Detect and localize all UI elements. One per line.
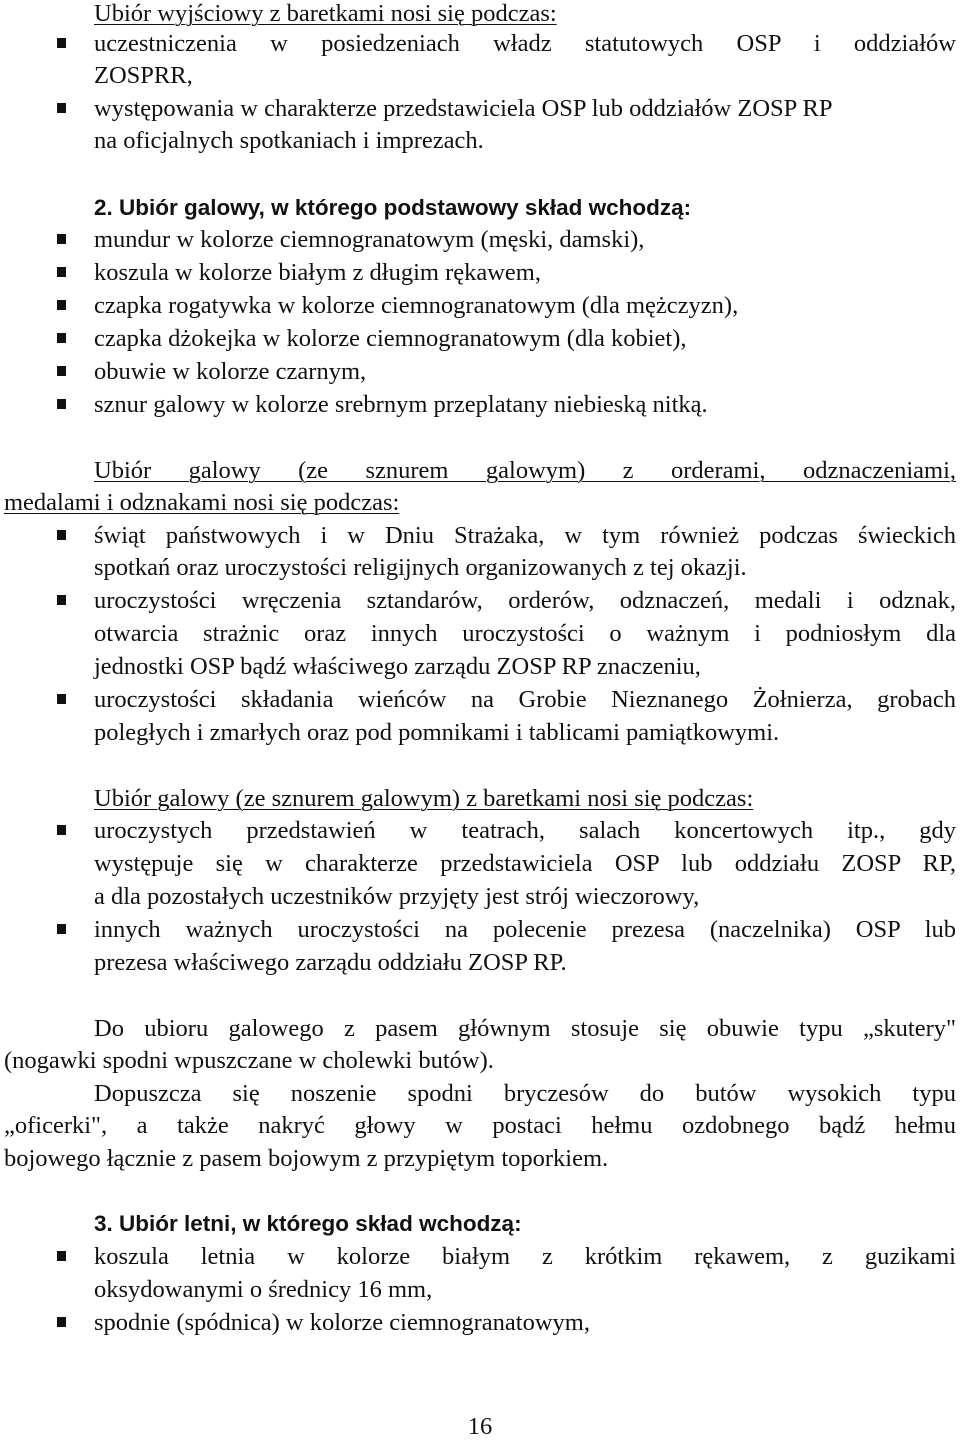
list-item-text: poległych i zmarłych oraz pod pomnikami i tablicami pamiątkowymi. [94, 719, 780, 746]
list-item-text: występowania w charakterze przedstawiciela OSP lub oddziałów ZOSP RP [94, 95, 833, 122]
paragraph-text: Do ubioru galowego z pasem głównym stosuje się obuwie typu „skutery" [94, 1015, 956, 1042]
section-heading-letni: 3. Ubiór letni, w którego skład wchodzą: [94, 1211, 522, 1236]
list-item-text: uroczystości wręczenia sztandarów, orderów, odznaczeń, medali i odznak, [94, 587, 956, 614]
bullet-icon [57, 924, 66, 934]
list-item-text: mundur w kolorze ciemnogranatowym (męski, damski), [94, 226, 645, 253]
section-heading-galowy-ordery: Ubiór galowy (ze sznurem galowym) z orderami, odznaczeniami, [94, 457, 956, 484]
bullet-icon [57, 333, 66, 343]
list-item-text: spodnie (spódnica) w kolorze ciemnogranatowym, [94, 1309, 590, 1336]
bullet-icon [57, 103, 66, 113]
list-item-text: koszula letnia w kolorze białym z krótkim rękawem, z guzikami [94, 1243, 956, 1270]
paragraph-text: bojowego łącznie z pasem bojowym z przypiętym toporkiem. [4, 1145, 609, 1172]
section-heading-galowy-ordery-cont: medalami i odznakami nosi się podczas: [4, 489, 400, 516]
list-item-text: innych ważnych uroczystości na polecenie prezesa (naczelnika) OSP lub [94, 916, 956, 943]
bullet-icon [57, 366, 66, 376]
bullet-icon [57, 825, 66, 835]
section-heading-galowy: 2. Ubiór galowy, w którego podstawowy skład wchodzą: [94, 195, 692, 220]
page-number: 16 [467, 1413, 493, 1440]
bullet-icon [57, 399, 66, 409]
paragraph-text: „oficerki", a także nakryć głowy w postaci hełmu ozdobnego bądź hełmu [4, 1112, 956, 1139]
list-item-text: uroczystości składania wieńców na Grobie Nieznanego Żołnierza, grobach [94, 686, 956, 713]
list-item-text: oksydowanymi o średnicy 16 mm, [94, 1276, 433, 1303]
paragraph-text: (nogawki spodni wpuszczane w cholewki butów). [4, 1047, 494, 1074]
list-item-text: występuje się w charakterze przedstawiciela OSP lub oddziału ZOSP RP, [94, 850, 956, 877]
list-item-text: otwarcia strażnic oraz innych uroczystości o ważnym i podniosłym dla [94, 620, 956, 647]
bullet-icon [57, 1317, 66, 1327]
list-item-text: czapka rogatywka w kolorze ciemnogranatowym (dla mężczyzn), [94, 292, 739, 319]
section-heading-wyjsciowy: Ubiór wyjściowy z baretkami nosi się podczas: [94, 0, 557, 27]
list-item-text: czapka dżokejka w kolorze ciemnogranatowym (dla kobiet), [94, 325, 687, 352]
bullet-icon [57, 694, 66, 704]
list-item-text: ZOSPRR, [94, 62, 193, 89]
paragraph-text: Dopuszcza się noszenie spodni bryczesów do butów wysokich typu [94, 1080, 956, 1107]
bullet-icon [57, 234, 66, 244]
list-item-text: na oficjalnych spotkaniach i imprezach. [94, 127, 484, 154]
bullet-icon [57, 530, 66, 540]
list-item-text: jednostki OSP bądź właściwego zarządu ZOSP RP znaczeniu, [94, 653, 701, 680]
bullet-icon [57, 38, 66, 48]
list-item-text: koszula w kolorze białym z długim rękawem, [94, 259, 541, 286]
list-item-text: sznur galowy w kolorze srebrnym przeplatany niebieską nitką. [94, 391, 708, 418]
section-heading-galowy-baretki: Ubiór galowy (ze sznurem galowym) z baretkami nosi się podczas: [94, 785, 754, 812]
bullet-icon [57, 300, 66, 310]
list-item-text: spotkań oraz uroczystości religijnych organizowanych z tej okazji. [94, 554, 747, 581]
bullet-icon [57, 595, 66, 605]
bullet-icon [57, 1251, 66, 1261]
list-item-text: obuwie w kolorze czarnym, [94, 358, 367, 385]
bullet-icon [57, 267, 66, 277]
list-item-text: uczestniczenia w posiedzeniach władz statutowych OSP i oddziałów [94, 30, 956, 57]
list-item-text: uroczystych przedstawień w teatrach, salach koncertowych itp., gdy [94, 817, 956, 844]
list-item-text: prezesa właściwego zarządu oddziału ZOSP RP. [94, 949, 567, 976]
list-item-text: świąt państwowych i w Dniu Strażaka, w tym również podczas świeckich [94, 522, 956, 549]
list-item-text: a dla pozostałych uczestników przyjęty jest strój wieczorowy, [94, 883, 700, 910]
